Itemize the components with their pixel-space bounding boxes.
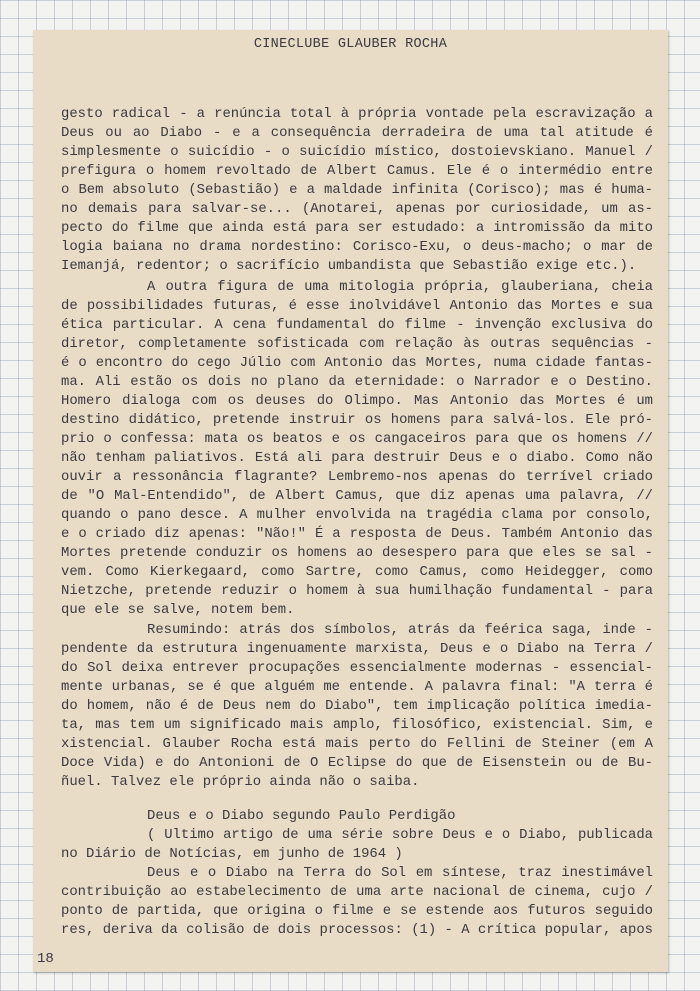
- text-line: prio o confessa: mata os beatos e os cangaceiros para que os homens //: [61, 431, 653, 447]
- text-line: vem. Como Kierkegaard, como Sartre, como Camus, como Heidegger, como: [61, 564, 653, 580]
- text-line: de "O Mal-Entendido", de Albert Camus, que diz apenas uma palavra, //: [61, 488, 653, 504]
- text-line: Iemanjá, redentor; o sacrifício umbandista que Sebastião exige etc.).: [61, 258, 637, 274]
- text-line: Homero dialoga com os deuses do Olimpo. Mas Antonio das Mortes é um: [61, 393, 653, 409]
- text-line: diretor, completamente sofisticada com relação às outras sequências -: [61, 336, 653, 352]
- text-line: logia baiana no drama nordestino: Corisco-Exu, o deus-macho; o mar de: [61, 239, 653, 255]
- text-line: não tenham paliativos. Está ali para destruir Deus e o diabo. Como não: [61, 450, 653, 466]
- paragraph-first-line: Resumindo: atrás dos símbolos, atrás da feérica saga, inde -: [147, 622, 653, 638]
- text-line: xistencial. Glauber Rocha está mais perto do Fellini de Steiner (em A: [61, 736, 653, 752]
- paragraph-first-line: A outra figura de uma mitologia própria, glauberiana, cheia: [147, 279, 653, 295]
- text-line: gesto radical - a renúncia total à própria vontade pela escravização a: [61, 106, 653, 122]
- page-header: CINECLUBE GLAUBER ROCHA: [253, 37, 448, 52]
- text-line: o Bem absoluto (Sebastião) e a maldade infinita (Corisco); mas é huma-: [61, 182, 653, 198]
- text-line: ética particular. A cena fundamental do filme - invenção exclusiva do: [61, 317, 653, 333]
- text-line: Deus ou ao Diabo - e a consequência derradeira de uma tal atitude é: [61, 125, 653, 141]
- text-line: quando o pano desce. A mulher envolvida na tragédia clama por consolo,: [61, 507, 653, 523]
- text-line: de possibilidades futuras, é esse inolvidável Antonio das Mortes e sua: [61, 298, 653, 314]
- text-line: do homem, não é de Deus nem do Diabo", tem implicação política imedia-: [61, 698, 653, 714]
- paragraph-first-line: Deus e o Diabo na Terra do Sol em síntese, traz inestimável: [147, 865, 653, 881]
- text-line: é o encontro do cego Júlio com Antonio das Mortes, numa cidade fantas-: [61, 355, 653, 371]
- section-note-line: ( Ultimo artigo de uma série sobre Deus e o Diabo, publicada: [147, 827, 653, 843]
- text-line: ma. Ali estão os dois no plano da eternidade: o Narrador e o Destino.: [61, 374, 653, 390]
- text-line: Mortes pretende conduzir os homens ao desespero para que eles se sal -: [61, 545, 653, 561]
- text-line: ñuel. Talvez ele próprio ainda não o saiba.: [61, 774, 420, 790]
- text-line: destino didático, pretende instruir os homens para salvá-los. Ele pró-: [61, 412, 653, 428]
- text-line: Nietzche, pretende reduzir o homem à sua humilhação fundamental - para: [61, 583, 653, 599]
- text-line: e o criado diz apenas: "Não!" É a resposta de Deus. Também Antonio das: [61, 526, 653, 542]
- text-line: ponto de partida, que origina o filme e se estende aos futuros seguido: [61, 903, 653, 919]
- text-line: pecto do filme que ainda está para ser estudado: a intromissão da mito: [61, 220, 653, 236]
- text-line: res, deriva da colisão de dois processos: (1) - A crítica popular, apos: [61, 922, 653, 938]
- text-line: do Sol deixa entrever procupações essencialmente modernas - essencial-: [61, 660, 653, 676]
- text-line: no demais para salvar-se... (Anotarei, apenas por curiosidade, um as-: [61, 201, 653, 217]
- text-line: contribuição ao estabelecimento de uma arte nacional de cinema, cujo /: [61, 884, 653, 900]
- text-line: prefigura o homem revoltado de Albert Camus. Ele é o intermédio entre: [61, 163, 653, 179]
- text-line: que ele se salve, notem bem.: [61, 602, 295, 618]
- text-line: pendente da estrutura ingenuamente marxista, Deus e o Diabo na Terra /: [61, 641, 653, 657]
- typewritten-page: [33, 30, 668, 972]
- text-line: mente urbanas, se é que alguém me entende. A palavra final: "A terra é: [61, 679, 653, 695]
- text-line: ta, mas tem um significado mais amplo, filosófico, existencial. Sim, e: [61, 717, 653, 733]
- text-line: Doce Vida) e do Antonioni de O Eclipse do que de Eisenstein ou de Bu-: [61, 755, 653, 771]
- page-number: 18: [37, 951, 54, 967]
- section-title: Deus e o Diabo segundo Paulo Perdigão: [147, 808, 456, 824]
- text-line: simplesmente o suicídio - o suicídio místico, dostoievskiano. Manuel /: [61, 144, 653, 160]
- section-note-line: no Diário de Notícias, em junho de 1964 ): [61, 846, 403, 862]
- text-line: ouvir a ressonância flagrante? Lembremo-nos apenas do terrível criado: [61, 469, 653, 485]
